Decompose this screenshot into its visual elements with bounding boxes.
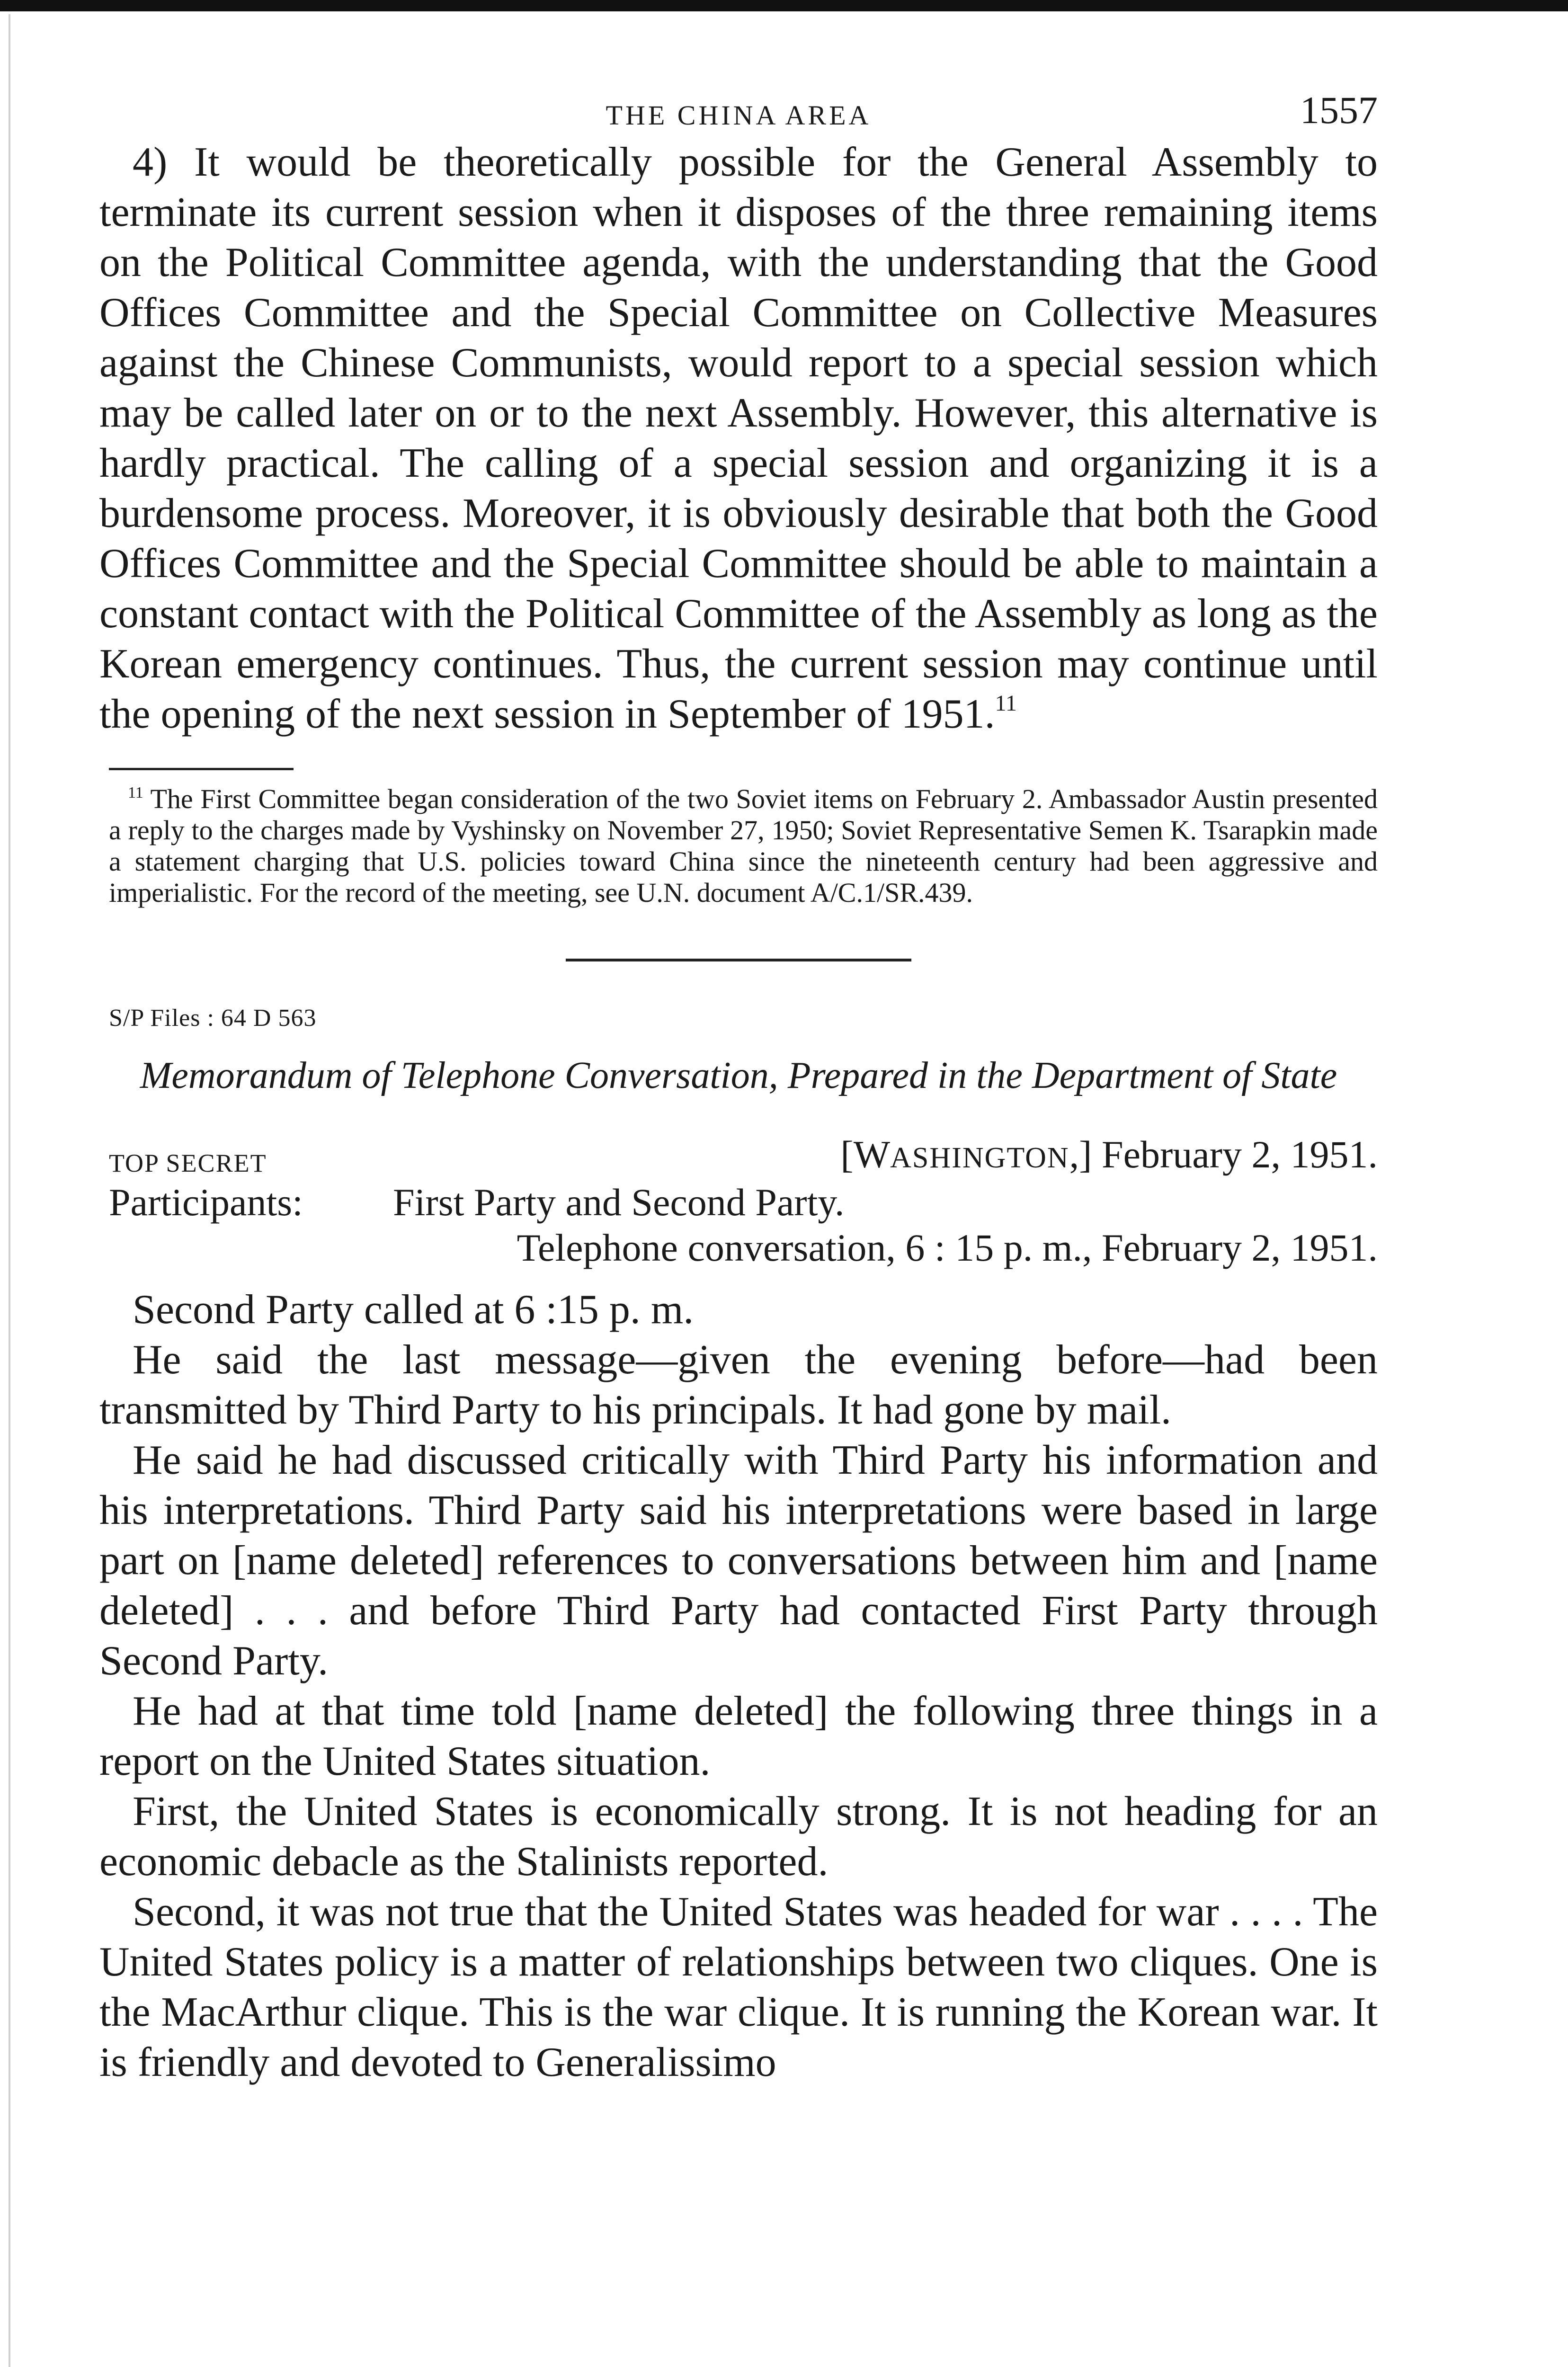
body-paragraph: First, the United States is economically strong. It is not heading for an economic debacle as the Stalinists reported.	[99, 1789, 1378, 1885]
file-reference: S/P Files : 64 D 563	[109, 1005, 317, 1032]
page-number: 1557	[1300, 89, 1378, 132]
paragraph-4-text: 4) It would be theoretically possible for the General Assembly to terminate its current session when it disposes of the three remaining items on the Political Committee agenda, with the understanding that the Good Offices Committee and the Special Committee on Collective Measures against the Chinese Communists, would report to a special session which may be called later on or to the next Assembly. However, this alternative is hardly practical. The calling of a special session and organizing it is a burdensome process. Moreover, it is obviously desirable that both the Good Offices Committee and the Special Committee should be able to maintain a constant contact with the Political Committee of the Assembly as long as the Korean emergency continues. Thus, the current session may continue until the opening of the next session in September of 1951.	[99, 139, 1378, 737]
footnote-11	[99, 783, 1378, 908]
running-title: THE CHINA AREA	[606, 100, 872, 131]
dateline	[99, 1128, 1378, 1180]
participants-label: Participants:	[109, 1181, 303, 1224]
place-initial: W	[853, 1133, 891, 1176]
running-head	[99, 80, 1378, 137]
footnote-divider	[109, 768, 294, 770]
paragraph-4	[99, 137, 1378, 739]
participants-block	[109, 1180, 1378, 1271]
conversation-line: Telephone conversation, 6 : 15 p. m., February 2, 1951.	[517, 1226, 1378, 1269]
place-small-caps: ASHINGTON	[890, 1142, 1069, 1174]
place-and-date	[840, 1132, 1378, 1177]
footnote-reference[interactable]: 11	[995, 691, 1017, 716]
footnote-mark: 11	[128, 784, 143, 801]
participants-values	[393, 1180, 1378, 1271]
participants-value: First Party and Second Party.	[393, 1181, 845, 1224]
document-date: February 2, 1951.	[1101, 1133, 1378, 1176]
body-paragraph: He said the last message—given the evening before—had been transmitted by Third Party to his principals. It had gone by mail.	[99, 1337, 1378, 1433]
left-page-edge	[9, 14, 10, 2367]
classification-label: TOP SECRET	[109, 1149, 267, 1177]
document-title: Memorandum of Telephone Conversation, Prepared in the Department of State	[140, 1055, 1337, 1096]
section-divider	[566, 959, 911, 961]
top-border	[0, 0, 1568, 11]
footnote-text: The First Committee began consideration of the two Soviet items on February 2. Ambassador Austin presented a reply to the charges made by Vyshinsky on November 27, 1950; Soviet Representative Semen K. Tsarapkin made a statement charging that U.S. policies toward China since the nineteenth century had been aggressive and imperialistic. For the record of the meeting, see U.N. document A/C.1/SR.439.	[109, 783, 1378, 908]
body-paragraph: He said he had discussed critically with Third Party his information and his interpretations. Third Party said his interpretations were based in large part on [name deleted] references to conversations between him and [name deleted] . . . and before Third Party had contacted First Party through Second Party.	[99, 1437, 1378, 1684]
place-bracket-close: ,]	[1069, 1133, 1092, 1176]
place-bracket-open: [	[840, 1133, 854, 1176]
body-paragraph: He had at that time told [name deleted] the following three things in a report on the United States situation.	[99, 1688, 1378, 1784]
body-paragraph: Second Party called at 6 :15 p. m.	[133, 1287, 694, 1333]
page	[99, 80, 1378, 2088]
body-paragraph: Second, it was not true that the United States was headed for war . . . . The United States policy is a matter of relationships between two cliques. One is the MacArthur clique. This is the war clique. It is running the Korean war. It is friendly and devoted to Generalissimo	[99, 1889, 1378, 2085]
